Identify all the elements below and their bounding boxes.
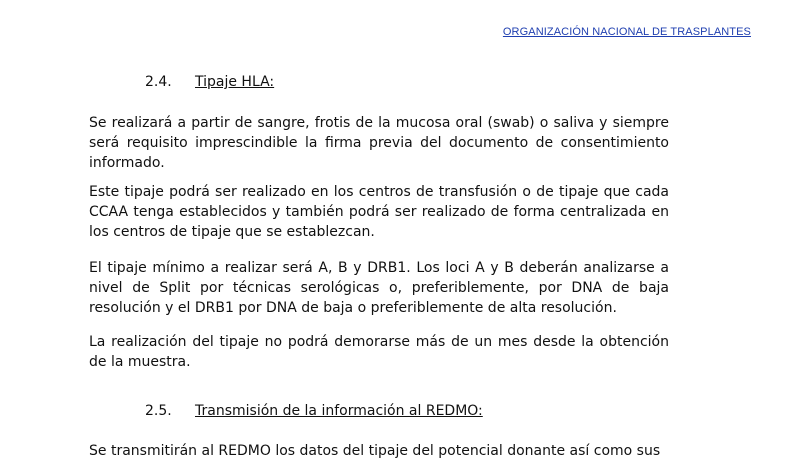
section-title: Tipaje HLA: <box>195 74 275 90</box>
section-heading-2-5 <box>145 403 483 419</box>
section-number: 2.4. <box>145 74 172 90</box>
organization-header-link[interactable]: ORGANIZACIÓN NACIONAL DE TRASPLANTES <box>502 26 751 38</box>
paragraph-typing-centers: Este tipaje podrá ser realizado en los centros de transfusión o de tipaje que cada CCAA tenga establecidos y también podrá ser realizado de forma centralizada en los centros de tipaje que se establezcan. <box>89 184 669 240</box>
section-title: Transmisión de la información al REDMO: <box>195 403 483 419</box>
paragraph-minimum-typing: El tipaje mínimo a realizar será A, B y DRB1. Los loci A y B deberán analizarse a nivel de Split por técnicas serológicas o, preferiblemente, por DNA de baja resolución y el DRB1 por DNA de baja o preferiblemente de alta resolución. <box>89 260 669 316</box>
paragraph-sample-collection: Se realizará a partir de sangre, frotis de la mucosa oral (swab) o saliva y siempre será requisito imprescindible la firma previa del documento de consentimiento informado. <box>89 115 669 171</box>
paragraph-redmo-transmission: Se transmitirán al REDMO los datos del tipaje del potencial donante así como sus <box>89 443 661 459</box>
section-heading-2-4 <box>145 74 274 90</box>
section-number: 2.5. <box>145 403 172 419</box>
paragraph-typing-deadline: La realización del tipaje no podrá demorarse más de un mes desde la obtención de la muestra. <box>89 334 669 370</box>
